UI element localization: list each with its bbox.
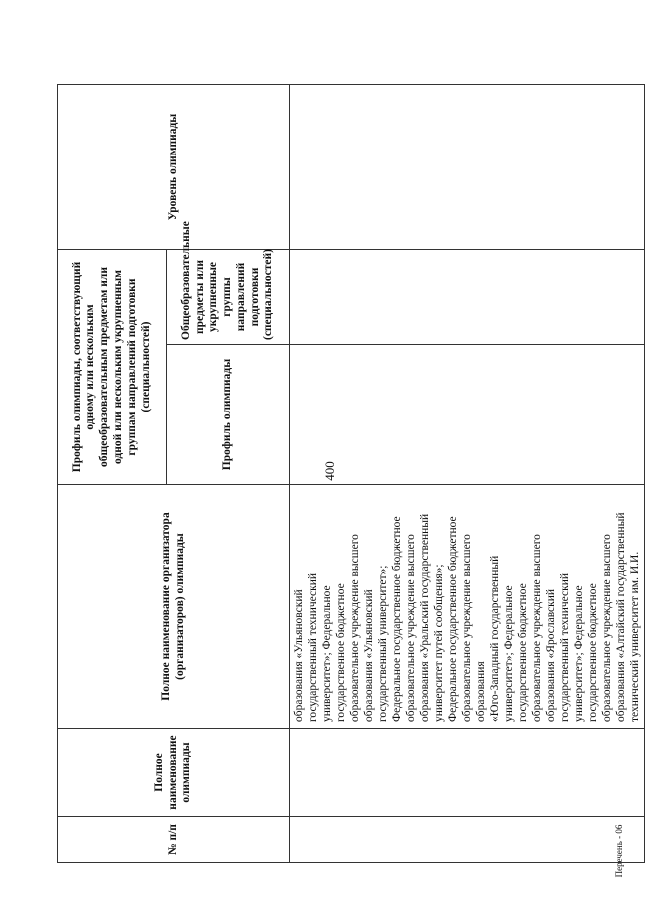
header-full-name: Полное наименование олимпиады [58, 729, 290, 817]
organizer-line: университет»; Федеральное [573, 585, 586, 722]
organizer-line: образовательное учреждение высшего [461, 534, 474, 722]
header-profile: Профиль олимпиады [167, 345, 290, 485]
organizer-line: образования «Алтайский государственный [615, 512, 628, 722]
organizer-line: университет»; Федеральное [503, 585, 516, 722]
page-number: 400 [322, 461, 337, 481]
organizer-line: образования «Ульяновский [363, 589, 376, 722]
organizer-line: образовательное учреждение высшего [601, 534, 614, 722]
cell-full-name [290, 729, 645, 817]
header-num: № п/п [58, 817, 290, 863]
organizer-line: образовательное учреждение высшего [349, 534, 362, 722]
cell-profile [290, 345, 645, 485]
organizer-line: государственный технический [559, 572, 572, 722]
organizer-line: Федеральное государственное бюджетное [447, 516, 460, 722]
organizer-line: технический университет им. И.И. [629, 551, 642, 722]
cell-num [290, 817, 645, 863]
header-organizer: Полное наименование организатора (организаторов) олимпиады [58, 485, 290, 729]
organizer-line: государственный технический [307, 572, 320, 722]
organizer-line: государственное бюджетное [335, 583, 348, 722]
organizer-line: Федеральное государственное бюджетное [391, 516, 404, 722]
organizer-line: государственное бюджетное [517, 583, 530, 722]
organizer-line: образования [475, 661, 488, 722]
organizer-line: университет»; Федеральное [321, 585, 334, 722]
organizer-line: государственное бюджетное [587, 583, 600, 722]
organizer-line: образовательное учреждение высшего [531, 534, 544, 722]
cell-subjects [290, 250, 645, 345]
organizer-line: образования «Уральский государственный [419, 513, 432, 722]
footer-code: Перечень - 06 [614, 824, 624, 878]
cell-level [290, 85, 645, 250]
organizer-line: «Юго-Западный государственный [489, 555, 502, 722]
olympiad-table [57, 84, 645, 863]
header-profile-group: Профиль олимпиады, соответствующий одному или нескольким общеобразовательным предметам или одной или нескольким укрупненным группам направлений подготовки (специальностей) [58, 250, 167, 485]
organizer-line: образования «Ярославский [545, 588, 558, 722]
header-level: Уровень олимпиады [58, 85, 290, 250]
organizer-line: образовательное учреждение высшего [405, 534, 418, 722]
organizer-line: университет путей сообщения»; [433, 564, 446, 722]
cell-organizer [290, 485, 645, 729]
organizer-line: государственный университет»; [377, 565, 390, 722]
header-subjects: Общеобразовательные предметы или укрупненные группы направлений подготовки (специальностей) [167, 250, 290, 345]
organizer-line: образования «Ульяновский [293, 589, 305, 722]
